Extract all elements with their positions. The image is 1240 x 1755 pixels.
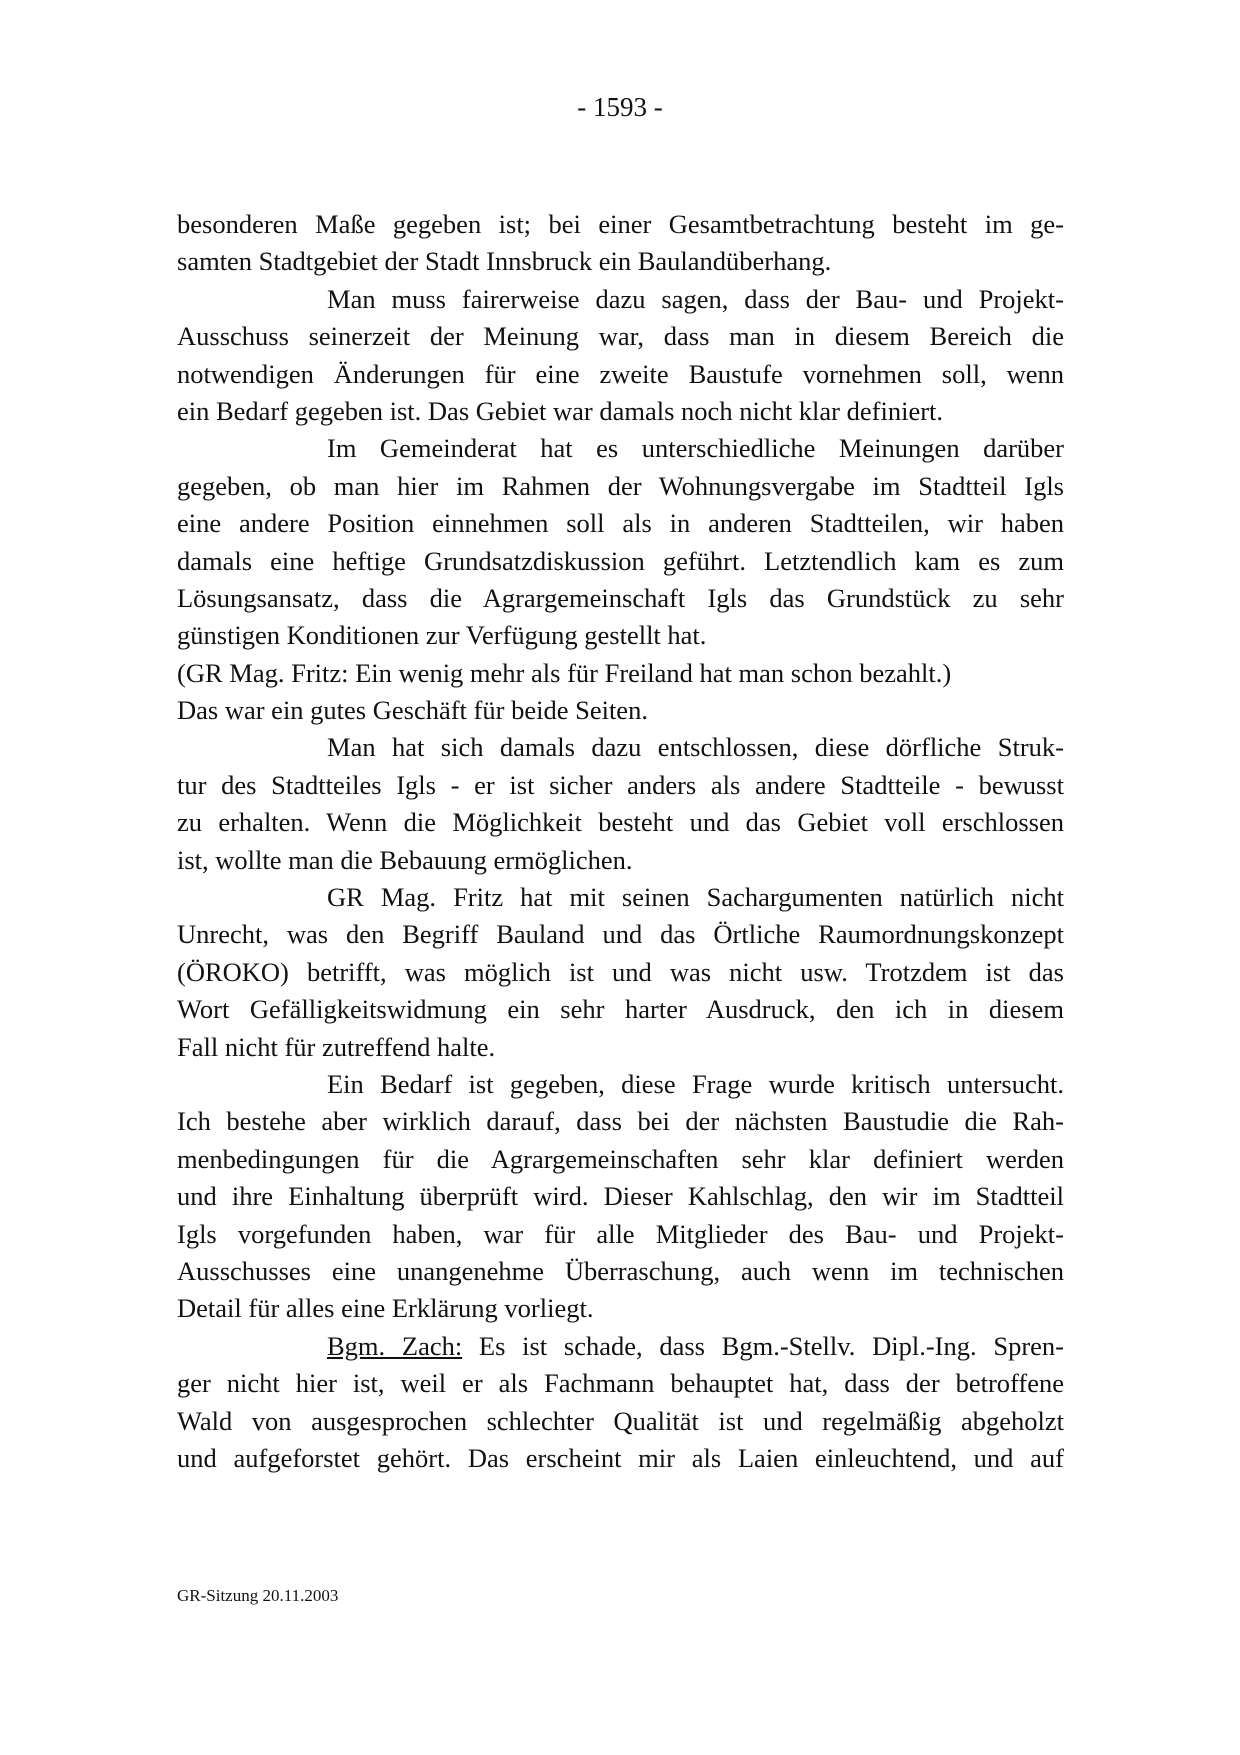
- text-line: Wald von ausgesprochen schlechter Qualität ist und regelmäßig abgeholzt: [177, 1405, 1064, 1436]
- text-line: damals eine heftige Grundsatzdiskussion geführt. Letztendlich kam es zum: [177, 545, 1064, 576]
- text-line: notwendigen Änderungen für eine zweite Baustufe vornehmen soll, wenn: [177, 358, 1064, 389]
- paragraph-start-line: Ein Bedarf ist gegeben, diese Frage wurde kritisch untersucht.: [327, 1068, 1064, 1099]
- text-line: Ich bestehe aber wirklich darauf, dass bei der nächsten Baustudie die Rah-: [177, 1106, 1064, 1137]
- text-line: gegeben, ob man hier im Rahmen der Wohnungsvergabe im Stadtteil Igls: [177, 470, 1064, 501]
- paragraph-start-line: Im Gemeinderat hat es unterschiedliche Meinungen darüber: [327, 433, 1064, 464]
- text-line: eine andere Position einnehmen soll als in anderen Stadtteilen, wir haben: [177, 508, 1064, 539]
- text-line: (ÖROKO) betrifft, was möglich ist und was nicht usw. Trotzdem ist das: [177, 956, 1064, 987]
- paragraph-start-line: Man hat sich damals dazu entschlossen, diese dörfliche Struk-: [327, 732, 1064, 763]
- document-body: [177, 206, 1064, 1477]
- text-line: besonderen Maße gegeben ist; bei einer Gesamtbetrachtung besteht im ge-: [177, 209, 1064, 239]
- speaker-line: [177, 1328, 1064, 1365]
- text-line: Das war ein gutes Geschäft für beide Seiten.: [177, 695, 648, 726]
- text-line: und ihre Einhaltung überprüft wird. Dieser Kahlschlag, den wir im Stadtteil: [177, 1181, 1064, 1212]
- text-line: tur des Stadtteiles Igls - er ist sicher anders als andere Stadtteile - bewusst: [177, 769, 1064, 800]
- text-line: Detail für alles eine Erklärung vorliegt.: [177, 1293, 594, 1324]
- paragraph-start-line: Man muss fairerweise dazu sagen, dass der Bau- und Projekt-: [327, 283, 1064, 314]
- text-line: Unrecht, was den Begriff Bauland und das Örtliche Raumordnungskonzept: [177, 919, 1064, 950]
- text-line: ist, wollte man die Bebauung ermöglichen.: [177, 844, 633, 875]
- text-line: Fall nicht für zutreffend halte.: [177, 1031, 496, 1062]
- text-line: samten Stadtgebiet der Stadt Innsbruck ein Baulandüberhang.: [177, 246, 832, 277]
- text-line: menbedingungen für die Agrargemeinschaften sehr klar definiert werden: [177, 1143, 1064, 1174]
- text-line: Ausschuss seinerzeit der Meinung war, dass man in diesem Bereich die: [177, 321, 1064, 352]
- text-line: Igls vorgefunden haben, war für alle Mitglieder des Bau- und Projekt-: [177, 1218, 1064, 1249]
- speaker-name: Bgm. Zach:: [327, 1330, 463, 1361]
- text-line: ein Bedarf gegeben ist. Das Gebiet war damals noch nicht klar definiert.: [177, 395, 944, 426]
- speaker-text: Es ist schade, dass Bgm.-Stellv. Dipl.-Ing. Spren-: [462, 1330, 1064, 1361]
- interjection-line: (GR Mag. Fritz: Ein wenig mehr als für Freiland hat man schon bezahlt.): [177, 657, 952, 688]
- text-line: und aufgeforstet gehört. Das erscheint mir als Laien einleuchtend, und auf: [177, 1442, 1064, 1473]
- text-line: ger nicht hier ist, weil er als Fachmann behauptet hat, dass der betroffene: [177, 1368, 1064, 1399]
- paragraph-start-line: GR Mag. Fritz hat mit seinen Sachargumenten natürlich nicht: [327, 882, 1064, 913]
- page-number: - 1593 -: [577, 92, 663, 122]
- text-line: günstigen Konditionen zur Verfügung gestellt hat.: [177, 620, 707, 651]
- text-line: Lösungsansatz, dass die Agrargemeinschaft Igls das Grundstück zu sehr: [177, 582, 1064, 613]
- text-line: Wort Gefälligkeitswidmung ein sehr harter Ausdruck, den ich in diesem: [177, 994, 1064, 1025]
- footer-session-date: GR-Sitzung 20.11.2003: [177, 1586, 339, 1605]
- text-line: Ausschusses eine unangenehme Überraschung, auch wenn im technischen: [177, 1255, 1064, 1286]
- text-line: zu erhalten. Wenn die Möglichkeit besteht und das Gebiet voll erschlossen: [177, 807, 1064, 838]
